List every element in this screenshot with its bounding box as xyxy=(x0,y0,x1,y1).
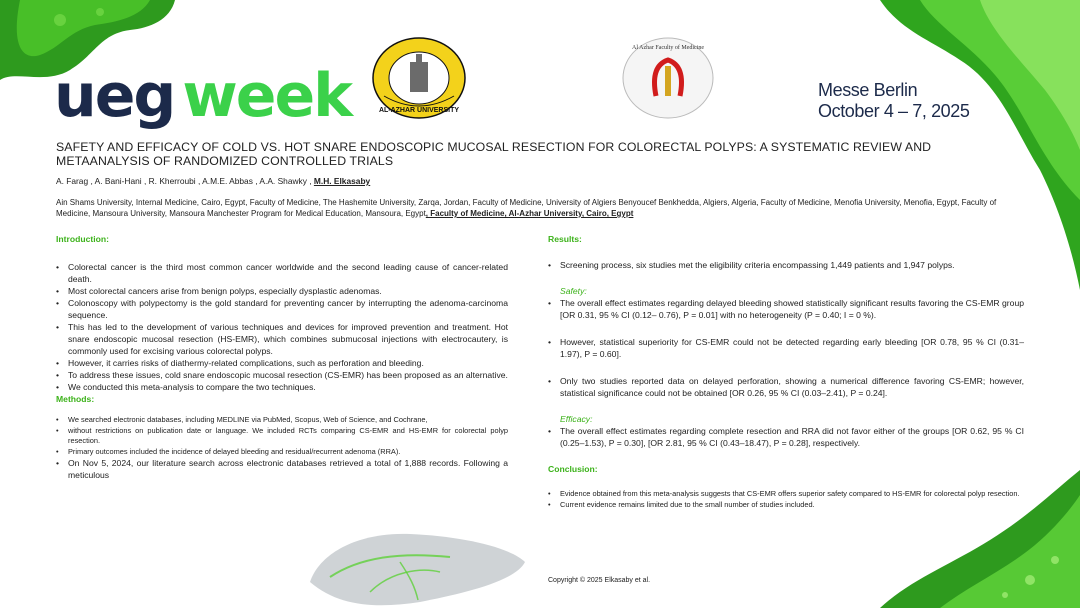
conclusion-list xyxy=(548,489,1024,510)
conclusion-heading: Conclusion: xyxy=(548,464,598,474)
ueg-week-logo xyxy=(54,61,352,131)
methods-list xyxy=(56,415,508,481)
safety-label: Safety: xyxy=(560,286,587,296)
list-item: • Current evidence remains limited due to the small number of studies included. xyxy=(548,500,1024,511)
list-item: • Screening process, six studies met the eligibility criteria encompassing 1,449 patients and 1,947 polyps. xyxy=(548,259,1024,271)
safety-list xyxy=(548,297,1024,399)
al-azhar-university-seal xyxy=(370,36,468,120)
event-dates: October 4 – 7, 2025 xyxy=(818,101,970,121)
list-item: • The overall effect estimates regarding delayed bleeding showed statistically significant results favoring the CS-EMR group [OR 0.31, 95 % CI (0.12– 0.76), P = 0.01] with no heterogeneity (P = 0.40; I = 0 %). xyxy=(548,297,1024,321)
author-list xyxy=(56,176,370,186)
list-item: • Most colorectal cancers arise from benign polyps, especially dysplastic adenomas. xyxy=(56,285,508,297)
affiliations-text: Ain Shams University, Internal Medicine, Cairo, Egypt, Faculty of Medicine, The Hashemite University, Zarqa, Jordan, Faculty of Medicine, University of Algiers Benyoucef Benkhedda, Algiers, Algeria, Faculty of Medicine, Menofia University, Menofia, Egypt, Faculty of Medicine, Mansoura University, Mansoura Manchester Program for Medical Education, Mansoura, Egypt xyxy=(56,198,997,218)
event-venue: Messe Berlin xyxy=(818,80,918,100)
list-item: • Primary outcomes included the incidence of delayed bleeding and residual/recurrent adenoma (RRA). xyxy=(56,447,508,458)
list-item: • without restrictions on publication date or language. We included RCTs comparing CS-EMR and HS-EMR for colorectal polyp resection. xyxy=(56,426,508,447)
list-item: • On Nov 5, 2024, our literature search across electronic databases retrieved a total of 1,888 records. Following a meticulous xyxy=(56,457,508,481)
list-item: • This has led to the development of various techniques and devices for improved prevention and treatment. Hot snare endoscopic mucosal resection (HS-EMR), which combines submucosal injections with electrocautery, is commonly used for excising various colorectal polyps. xyxy=(56,321,508,357)
introduction-list xyxy=(56,261,508,393)
introduction-section xyxy=(56,233,508,481)
list-item: • We conducted this meta-analysis to compare the two techniques. xyxy=(56,381,508,393)
event-info xyxy=(818,80,970,122)
presenter-affiliation: , Faculty of Medicine, Al-Azhar University, Cairo, Egypt xyxy=(425,209,634,218)
seal2-text: Al Azhar Faculty of Medicine xyxy=(632,45,704,51)
list-item: • However, it carries risks of diathermy-related complications, such as perforation and bleeding. xyxy=(56,357,508,369)
results-screening-list xyxy=(548,259,1024,271)
list-item: • Evidence obtained from this meta-analysis suggests that CS-EMR offers superior safety compared to HS-EMR for colorectal polyp resection. xyxy=(548,489,1024,500)
list-item: • Colonoscopy with polypectomy is the gold standard for preventing cancer by interrupting the adenoma-carcinoma sequence. xyxy=(56,297,508,321)
copyright-notice: Copyright © 2025 Elkasaby et al. xyxy=(548,577,651,584)
logo-ueg: ueg xyxy=(54,61,175,131)
list-item: • To address these issues, cold snare endoscopic mucosal resection (CS-EMR) has been proposed as an alternative. xyxy=(56,369,508,381)
introduction-heading: Introduction: xyxy=(56,234,109,244)
list-item: • However, statistical superiority for CS-EMR could not be detected regarding early bleeding [OR 0.78, 95 % CI (0.31–1.97), P = 0.60]. xyxy=(548,336,1024,360)
al-azhar-faculty-of-medicine-seal xyxy=(620,36,716,120)
list-item: • Colorectal cancer is the third most common cancer worldwide and the second leading cause of cancer-related death. xyxy=(56,261,508,285)
efficacy-label: Efficacy: xyxy=(560,414,593,424)
poster-title: SAFETY AND EFFICACY OF COLD VS. HOT SNARE ENDOSCOPIC MUCOSAL RESECTION FOR COLORECTAL POLYPS: A SYSTEMATIC REVIEW AND METAANALYSIS OF RANDOMIZED CONTROLLED TRIALS xyxy=(56,140,932,168)
results-heading: Results: xyxy=(548,234,582,244)
logo-week: week xyxy=(182,61,352,131)
list-item: • Only two studies reported data on delayed perforation, showing a numerical difference favoring CS-EMR; however, statistical significance could not be obtained [OR 0.26, 95 % CI (0.03–2.41), P = 0.24]. xyxy=(548,375,1024,399)
efficacy-list xyxy=(548,425,1024,449)
authors-text: A. Farag , A. Bani-Hani , R. Kherroubi , A.M.E. Abbas , A.A. Shawky , xyxy=(56,176,314,186)
methods-heading: Methods: xyxy=(56,394,95,404)
decorative-liver-illustration xyxy=(300,522,530,608)
list-item: • The overall effect estimates regarding complete resection and RRA did not favor either of the groups [OR 0.62, 95 % CI (0.25–1.53), P = 0.30], [OR 2.81, 95 % CI (0.43–18.47), P = 0.28], respectively. xyxy=(548,425,1024,449)
list-item: • We searched electronic databases, including MEDLINE via PubMed, Scopus, Web of Science, and Cochrane, xyxy=(56,415,508,426)
seal1-text: AL-AZHAR UNIVERSITY xyxy=(378,107,460,114)
affiliations xyxy=(56,197,1026,219)
results-section xyxy=(548,233,1024,510)
presenting-author: M.H. Elkasaby xyxy=(313,176,371,186)
